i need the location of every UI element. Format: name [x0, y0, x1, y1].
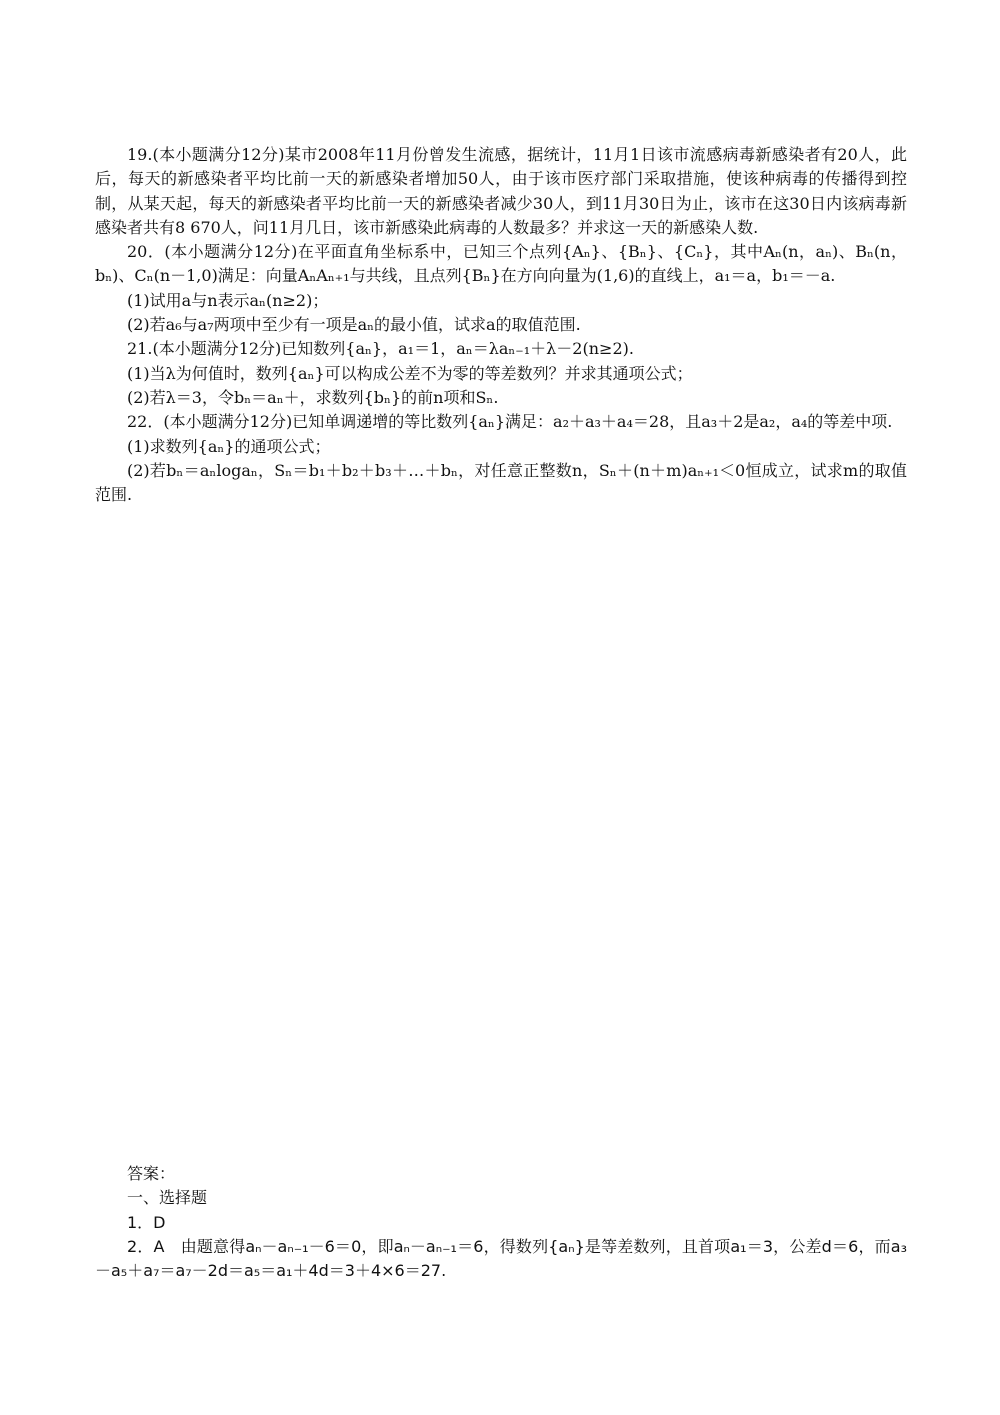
answers-section-heading: 一、选择题: [127, 1188, 208, 1208]
question-21: 21.(本小题满分12分)已知数列{aₙ}，a₁＝1，aₙ＝λaₙ₋₁＋λ－2(n≥2).: [127, 339, 634, 359]
answers-title: 答案：: [127, 1164, 176, 1183]
questions-section: [95, 143, 907, 507]
question-21-part-2: (2)若λ＝3，令bₙ＝aₙ＋，求数列{bₙ}的前n项和Sₙ.: [127, 387, 499, 407]
question-21-part-1: (1)当λ为何值时，数列{aₙ}可以构成公差不为零的等差数列？并求其通项公式；: [127, 363, 693, 383]
answers-section: [95, 1162, 907, 1283]
question-20-part-1: (1)试用a与n表示aₙ(n≥2)；: [127, 290, 329, 310]
question-20: 20．(本小题满分12分)在平面直角坐标系中，已知三个点列{Aₙ}、{Bₙ}、{Cₙ}，其中Aₙ(n，aₙ)、Bₙ(n，bₙ)、Cₙ(n－1,0)满足：向量AₙAₙ₊₁与共线，且点列{Bₙ}在方向向量为(1,6)的直线上，a₁＝a，b₁＝－a.: [95, 242, 907, 286]
question-19: 19.(本小题满分12分)某市2008年11月份曾发生流感，据统计，11月1日该市流感病毒新感染者有20人，此后，每天的新感染者平均比前一天的新感染者增加50人，由于该市医疗部门采取措施，使该种病毒的传播得到控制，从某天起，每天的新感染者平均比前一天的新感染者减少30人，到11月30日为止，该市在这30日内该病毒新感染者共有8 670人，问11月几日，该市新感染此病毒的人数最多？并求这一天的新感染人数.: [95, 145, 907, 237]
answer-item-2: 2．A 由题意得aₙ－aₙ₋₁－6＝0，即aₙ－aₙ₋₁＝6，得数列{aₙ}是等差数列，且首项a₁＝3，公差d＝6，而a₃－a₅＋a₇＝a₇－2d＝a₅＝a₁＋4d＝3＋4×6＝27.: [95, 1236, 907, 1281]
question-22-part-1: (1)求数列{aₙ}的通项公式；: [127, 436, 331, 456]
question-22-part-2: (2)若bₙ＝aₙlogaₙ，Sₙ＝b₁＋b₂＋b₃＋…＋bₙ，对任意正整数n，Sₙ＋(n＋m)aₙ₊₁＜0恒成立，试求m的取值范围.: [95, 460, 907, 505]
question-20-part-2: (2)若a₆与a₇两项中至少有一项是aₙ的最小值，试求a的取值范围.: [127, 315, 581, 335]
answer-item-1: 1．D: [127, 1212, 166, 1232]
question-22: 22．(本小题满分12分)已知单调递增的等比数列{aₙ}满足：a₂＋a₃＋a₄＝28，且a₃＋2是a₂，a₄的等差中项.: [127, 412, 893, 432]
